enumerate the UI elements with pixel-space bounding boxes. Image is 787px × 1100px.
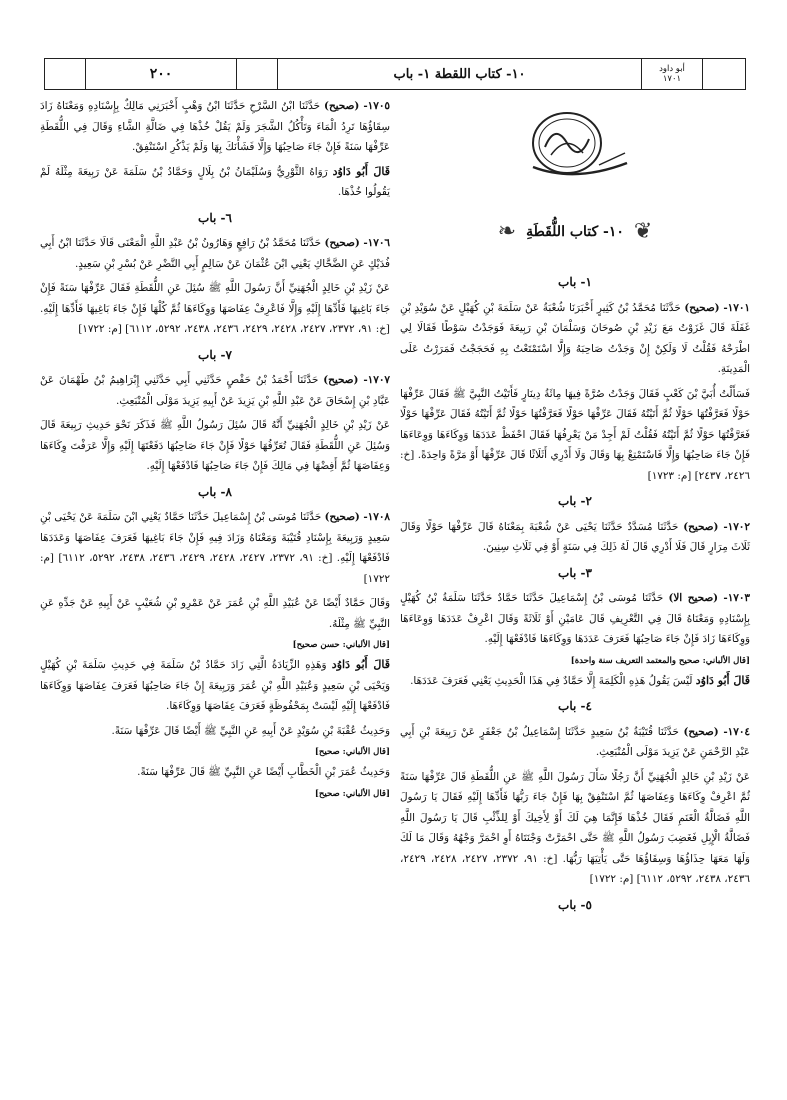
comment-text: لَيْسَ يَقُولُ هَذِهِ الْكَلِمَةَ إِلَّا حَمَّادٌ فِي هَذَا الْحَدِيثِ يَعْنِي فَعَرَفَ عَدَدَهَا. <box>410 674 693 687</box>
hadith-text: حَدَّثَنَا مُوسَى بْنُ إِسْمَاعِيلَ حَدَّثَنَا حَمَّادٌ يَعْنِي ابْنَ سَلَمَةَ عَنْ يَحْيَى بْنِ سَعِيدٍ وَرَبِيعَةَ بِإِسْنَادِ قُتَيْبَةَ وَمَعْنَاهُ وَزَادَ فِيهِ فَإِنْ جَاءَ بَاغِيهَا فَعَرَفَ عِفَاصَهَا وَعَدَدَهَا فَادْفَعْهَا إِلَيْهِ. [خ: ٩١، ٢٣٧٢، ٢٤٢٧، ٢٤٢٨، ٢٤٢٩، ٢٤٣٦، ٢٤٣٨، ٥٢٩٢، ٦١١٢] [م: ١٧٢٢] <box>40 511 390 585</box>
hadith-number: ١٧٠٨- <box>363 511 390 523</box>
albani-note: [قال الألباني: حسن صحيح] <box>292 640 390 650</box>
hadith-grade: (صحيح) <box>324 237 360 249</box>
abu-dawud-said: قَالَ أَبُو دَاوُد <box>695 673 750 687</box>
calligraphy-seal <box>400 100 750 195</box>
book-title: ١٠- كتاب اللُّقَطَةِ <box>526 223 624 240</box>
chapter-heading: ٥- باب <box>558 897 592 912</box>
hadith-text-continued: وَحَدِيثُ عُقْبَةَ بْنِ سُوَيْدٍ عَنْ أَبِيهِ عَنِ النَّبِيِّ ﷺ أَيْضًا قَالَ عَرِّفْهَا سَنَةً. <box>111 724 390 737</box>
hadith-text: حَدَّثَنَا مُحَمَّدُ بْنُ كَثِيرٍ أَخْبَرَنَا شُعْبَةُ عَنْ سَلَمَةَ بْنِ كُهَيْلٍ عَنْ سُوَيْدِ بْنِ غَفَلَةَ قَالَ غَزَوْتُ مَعَ زَيْدِ بْنِ صُوحَانَ وَسَلْمَانَ بْنِ رَبِيعَةَ فَوَجَدْتُ سَوْطًا فَقَالَا لِي اطْرَحْهُ فَقُلْتُ لَا وَلَكِنْ إِنْ وَجَدْتُ صَاحِبَهُ وَإِلَّا اسْتَمْتَعْتُ بِهِ فَحَجَجْتُ فَمَرَرْتُ عَلَى الْمَدِينَةِ. <box>400 301 750 375</box>
page-number: ٢٠٠ <box>85 59 236 89</box>
hadith-number: ١٧٠٦- <box>363 237 390 249</box>
hadith-number: ١٧٠٧- <box>363 374 390 386</box>
hadith-text-continued: عَنْ زَيْدِ بْنِ خَالِدٍ الْجُهَنِيِّ أَنَّهُ قَالَ سُئِلَ رَسُولُ اللَّهِ ﷺ فَذَكَرَ نَحْوَ حَدِيثِ رَبِيعَةَ قَالَ وَسُئِلَ عَنِ اللُّقَطَةِ فَقَالَ تُعَرِّفُهَا حَوْلًا فَإِنْ جَاءَ صَاحِبُهَا دَفَعْتَهَا إِلَيْهِ وَإِلَّا عَرَفْتَ وِكَاءَهَا وَعِفَاصَهَا ثُمَّ أَفِضْهَا فِي مَالِكَ فَإِنْ جَاءَ صَاحِبُهَا فَادْفَعْهَا إِلَيْهِ. <box>40 419 390 472</box>
hadith-text: حَدَّثَنَا مُسَدَّدٌ حَدَّثَنَا يَحْيَى عَنْ شُعْبَةَ بِمَعْنَاهُ قَالَ عَرِّفْهَا حَوْلًا وَقَالَ ثَلَاثَ مِرَارٍ قَالَ فَلَا أَدْرِي قَالَ لَهُ ذَلِكَ فِي سَنَةٍ أَوْ فِي ثَلَاثِ سِنِينَ. <box>400 520 750 553</box>
hadith-number: ١٧٠٢- <box>723 520 750 533</box>
hadith-number: ١٧٠١- <box>723 301 750 314</box>
abu-dawud-said: قَالَ أَبُو دَاوُد <box>331 658 390 671</box>
hadith-grade: (صحيح) <box>683 520 719 533</box>
hadith-text: حَدَّثَنَا قُتَيْبَةُ بْنُ سَعِيدٍ حَدَّثَنَا إِسْمَاعِيلُ بْنُ جَعْفَرٍ عَنْ رَبِيعَةَ بْنِ أَبِي عَبْدِ الرَّحْمَنِ عَنْ يَزِيدَ مَوْلَى الْمُنْبَعِثِ. <box>400 725 750 758</box>
hadith-text-continued: عَنْ زَيْدِ بْنِ خَالِدٍ الْجُهَنِيِّ أَنَّ رَجُلًا سَأَلَ رَسُولَ اللَّهِ ﷺ عَنِ اللُّقَطَةِ قَالَ عَرِّفْهَا سَنَةً ثُمَّ اعْرِفْ وِكَاءَهَا وَعِفَاصَهَا ثُمَّ اسْتَنْفِقْ بِهَا فَإِنْ جَاءَ رَبُّهَا فَأَدِّهَا إِلَيْهِ فَقَالَ يَا رَسُولَ اللَّهِ فَضَالَّةُ الْغَنَمِ فَقَالَ خُذْهَا فَإِنَّمَا هِيَ لَكَ أَوْ لِأَخِيكَ أَوْ لِلذِّئْبِ قَالَ يَا رَسُولَ اللَّهِ فَضَالَّةُ الْإِبِلِ فَغَضِبَ رَسُولُ اللَّهِ ﷺ حَتَّى احْمَرَّتْ وَجْنَتَاهُ أَوِ احْمَرَّ وَجْهُهُ وَقَالَ مَا لَكَ وَلَهَا مَعَهَا حِذَاؤُهَا وَسِقَاؤُهَا حَتَّى يَأْتِيَهَا رَبُّهَا. [خ: ٩١، ٢٣٧٢، ٢٤٢٧، ٢٤٢٨، ٢٤٢٩، ٢٤٣٦، ٢٤٣٨، ٥٢٩٢، ٦١١٢] [م: ١٧٢٢] <box>400 770 750 885</box>
chapter-heading: ٨- باب <box>198 484 232 499</box>
hadith-number: ١٧٠٥- <box>363 100 390 112</box>
comment-text: رَوَاهُ الثَّوْرِيُّ وَسُلَيْمَانُ بْنُ بِلَالٍ وَحَمَّادُ بْنُ سَلَمَةَ عَنْ رَبِيعَةَ مِثْلَهُ لَمْ يَقُولُوا خُذْهَا. <box>40 165 390 198</box>
hadith-text-continued: وَقَالَ حَمَّادٌ أَيْضًا عَنْ عُبَيْدِ اللَّهِ بْنِ عُمَرَ عَنْ عَمْرِو بْنِ شُعَيْبٍ عَنْ أَبِيهِ عَنْ جَدِّهِ عَنِ النَّبِيِّ ﷺ مِثْلَهُ. <box>40 597 390 630</box>
hadith-text: حَدَّثَنَا مُوسَى بْنُ إِسْمَاعِيلَ حَدَّثَنَا حَمَّادٌ حَدَّثَنَا سَلَمَةُ بْنُ كُهَيْلٍ بِإِسْنَادِهِ وَمَعْنَاهُ قَالَ فِي التَّعْرِيفِ قَالَ عَامَيْنِ أَوْ ثَلَاثَةً وَقَالَ اعْرِفْ عَدَدَهَا وَوِعَاءَهَا وَوِكَاءَهَا زَادَ فَإِنْ جَاءَ صَاحِبُهَا فَعَرَفَ عَدَدَهَا وَوِكَاءَهَا فَادْفَعْهَا إِلَيْهِ. <box>400 592 750 645</box>
hadith-number: ١٧٠٣- <box>723 592 751 604</box>
volume-label <box>641 59 702 89</box>
hadith-1708 <box>40 507 390 589</box>
hadith-text-continued: فَسَأَلْتُ أُبَيَّ بْنَ كَعْبٍ فَقَالَ وَجَدْتُ صُرَّةً فِيهَا مِائَةُ دِينَارٍ فَأَتَيْتُ النَّبِيَّ ﷺ فَقَالَ عَرِّفْهَا حَوْلًا فَعَرَّفْتُهَا حَوْلًا ثُمَّ أَتَيْتُهُ فَقَالَ عَرِّفْهَا حَوْلًا فَعَرَّفْتُهَا حَوْلًا ثُمَّ أَتَيْتُهُ فَقَالَ عَرِّفْهَا حَوْلًا فَعَرَّفْتُهَا حَوْلًا ثُمَّ أَتَيْتُهُ فَقُلْتُ لَمْ أَجِدْ مَنْ يَعْرِفُهَا فَقَالَ احْفَظْ عَدَدَهَا وَوِكَاءَهَا وَوِعَاءَهَا فَإِنْ جَاءَ صَاحِبُهَا وَإِلَّا فَاسْتَمْتِعْ بِهَا وَقَالَ وَلَا أَدْرِي أَثَلَاثًا قَالَ عَرِّفْهَا أَوْ مَرَّةً وَاحِدَةً. [خ: ٢٤٢٦، ٢٤٣٧] [م: ١٧٢٣] <box>400 387 750 482</box>
hadith-1705 <box>40 96 390 158</box>
abu-dawud-comment <box>400 671 750 692</box>
volume-range: ١٧٠١ <box>662 74 682 84</box>
hadith-1701 <box>400 298 750 380</box>
albani-note: [قال الألباني: صحيح والمعتمد التعريف سنة واحدة] <box>570 655 750 666</box>
running-title: ١٠- كتاب اللقطة ١- باب <box>277 59 641 89</box>
hadith-grade: (صحيح) <box>324 100 360 112</box>
hadith-grade: (صحيح) <box>683 725 719 738</box>
abu-dawud-comment <box>40 162 390 203</box>
chapter-heading: ٤- باب <box>558 699 592 713</box>
hadith-1707 <box>40 370 390 411</box>
hadith-text: حَدَّثَنَا مُحَمَّدُ بْنُ رَافِعٍ وَهَارُونُ بْنُ عَبْدِ اللَّهِ الْمَعْنَى قَالَا حَدَّثَنَا ابْنُ أَبِي فُدَيْكٍ عَنِ الضَّحَّاكِ يَعْنِي ابْنَ عُثْمَانَ عَنْ سَالِمٍ أَبِي النَّضْرِ عَنْ بُسْرِ بْنِ سَعِيدٍ. <box>40 237 390 270</box>
hadith-text: حَدَّثَنَا ابْنُ السَّرْحِ حَدَّثَنَا ابْنُ وَهْبٍ أَخْبَرَنِي مَالِكٌ بِإِسْنَادِهِ وَمَعْنَاهُ زَادَ سِقَاؤُهَا تَرِدُ الْمَاءَ وَتَأْكُلُ الشَّجَرَ وَلَمْ يَقُلْ خُذْهَا فِي ضَالَّةِ الشَّاءِ وَقَالَ فِي اللُّقَطَةِ عَرِّفْهَا سَنَةً فَإِنْ جَاءَ صَاحِبُهَا وَإِلَّا فَشَأْنَكَ بِهَا وَلَمْ يَذْكُرِ اسْتَنْفِقْ. <box>40 100 390 153</box>
comment-text: وَهَذِهِ الزِّيَادَةُ الَّتِي زَادَ حَمَّادُ بْنُ سَلَمَةَ فِي حَدِيثِ سَلَمَةَ بْنِ كُهَيْلٍ وَيَحْيَى بْنِ سَعِيدٍ وَعُبَيْدِ اللَّهِ بْنِ عُمَرَ وَرَبِيعَةَ إِنْ جَاءَ صَاحِبُهَا فَعَرَفَ عِفَاصَهَا وَوِكَاءَهَا فَادْفَعْهَا إِلَيْهِ لَيْسَتْ بِمَحْفُوظَةٍ فَعَرَفَ عِفَاصَهَا وَوِكَاءَهَا. <box>40 659 390 712</box>
right-column <box>400 100 750 920</box>
page-header <box>44 58 746 90</box>
chapter-heading: ٧- باب <box>198 347 232 362</box>
left-column <box>40 96 390 804</box>
ornament-leaf-icon: ❧ <box>497 218 517 244</box>
hadith-1704 <box>400 722 750 763</box>
chapter-heading: ٦- باب <box>198 210 232 225</box>
albani-note: [قال الألباني: صحيح] <box>314 788 390 799</box>
hadith-1702 <box>400 517 750 558</box>
hadith-text-continued: وَحَدِيثُ عُمَرَ بْنِ الْخَطَّابِ أَيْضًا عَنِ النَّبِيِّ ﷺ قَالَ عَرِّفْهَا سَنَةً. <box>137 766 390 778</box>
abu-dawud-said: قَالَ أَبُو دَاوُد <box>332 164 390 178</box>
bismillah-seal-icon <box>515 103 635 193</box>
chapter-heading: ١- باب <box>558 275 592 289</box>
chapter-heading: ٣- باب <box>558 565 592 580</box>
albani-note: [قال الألباني: صحيح] <box>314 747 390 757</box>
hadith-grade: (صحيح الا) <box>668 592 719 604</box>
volume-author: أبو داود <box>659 64 685 74</box>
book-heading <box>400 197 750 267</box>
hadith-text: حَدَّثَنَا أَحْمَدُ بْنُ حَفْصٍ حَدَّثَنِي أَبِي حَدَّثَنِي إِبْرَاهِيمُ بْنُ طَهْمَانَ عَنْ عَبَّادِ بْنِ إِسْحَاقَ عَنْ عَبْدِ اللَّهِ بْنِ يَزِيدَ عَنْ أَبِيهِ يَزِيدَ مَوْلَى الْمُنْبَعِثِ. <box>40 374 390 407</box>
hadith-grade: (صحيح) <box>324 511 360 523</box>
hadith-grade: (صحيح) <box>684 301 720 314</box>
hadith-1706 <box>40 233 390 274</box>
hadith-number: ١٧٠٤- <box>723 725 750 738</box>
abu-dawud-comment <box>40 655 390 717</box>
ornament-leaf-icon: ❦ <box>633 218 653 244</box>
hadith-text-continued: عَنْ زَيْدِ بْنِ خَالِدٍ الْجُهَنِيِّ أَنَّ رَسُولَ اللَّهِ ﷺ سُئِلَ عَنِ اللُّقَطَةِ فَقَالَ عَرِّفْهَا سَنَةً فَإِنْ جَاءَ بَاغِيهَا فَأَدِّهَا إِلَيْهِ وَإِلَّا فَاعْرِفْ عِفَاصَهَا وَوِكَاءَهَا ثُمَّ كُلْهَا فَإِنْ جَاءَ بَاغِيهَا فَأَدِّهَا إِلَيْهِ. [خ: ٩١، ٢٣٧٢، ٢٤٢٧، ٢٤٢٨، ٢٤٢٩، ٢٤٣٦، ٢٤٣٨، ٥٢٩٢، ٦١١٢] [م: ١٧٢٢] <box>40 282 390 335</box>
hadith-1703 <box>400 588 750 650</box>
hadith-grade: (صحيح) <box>323 374 359 386</box>
chapter-heading: ٢- باب <box>558 494 592 508</box>
